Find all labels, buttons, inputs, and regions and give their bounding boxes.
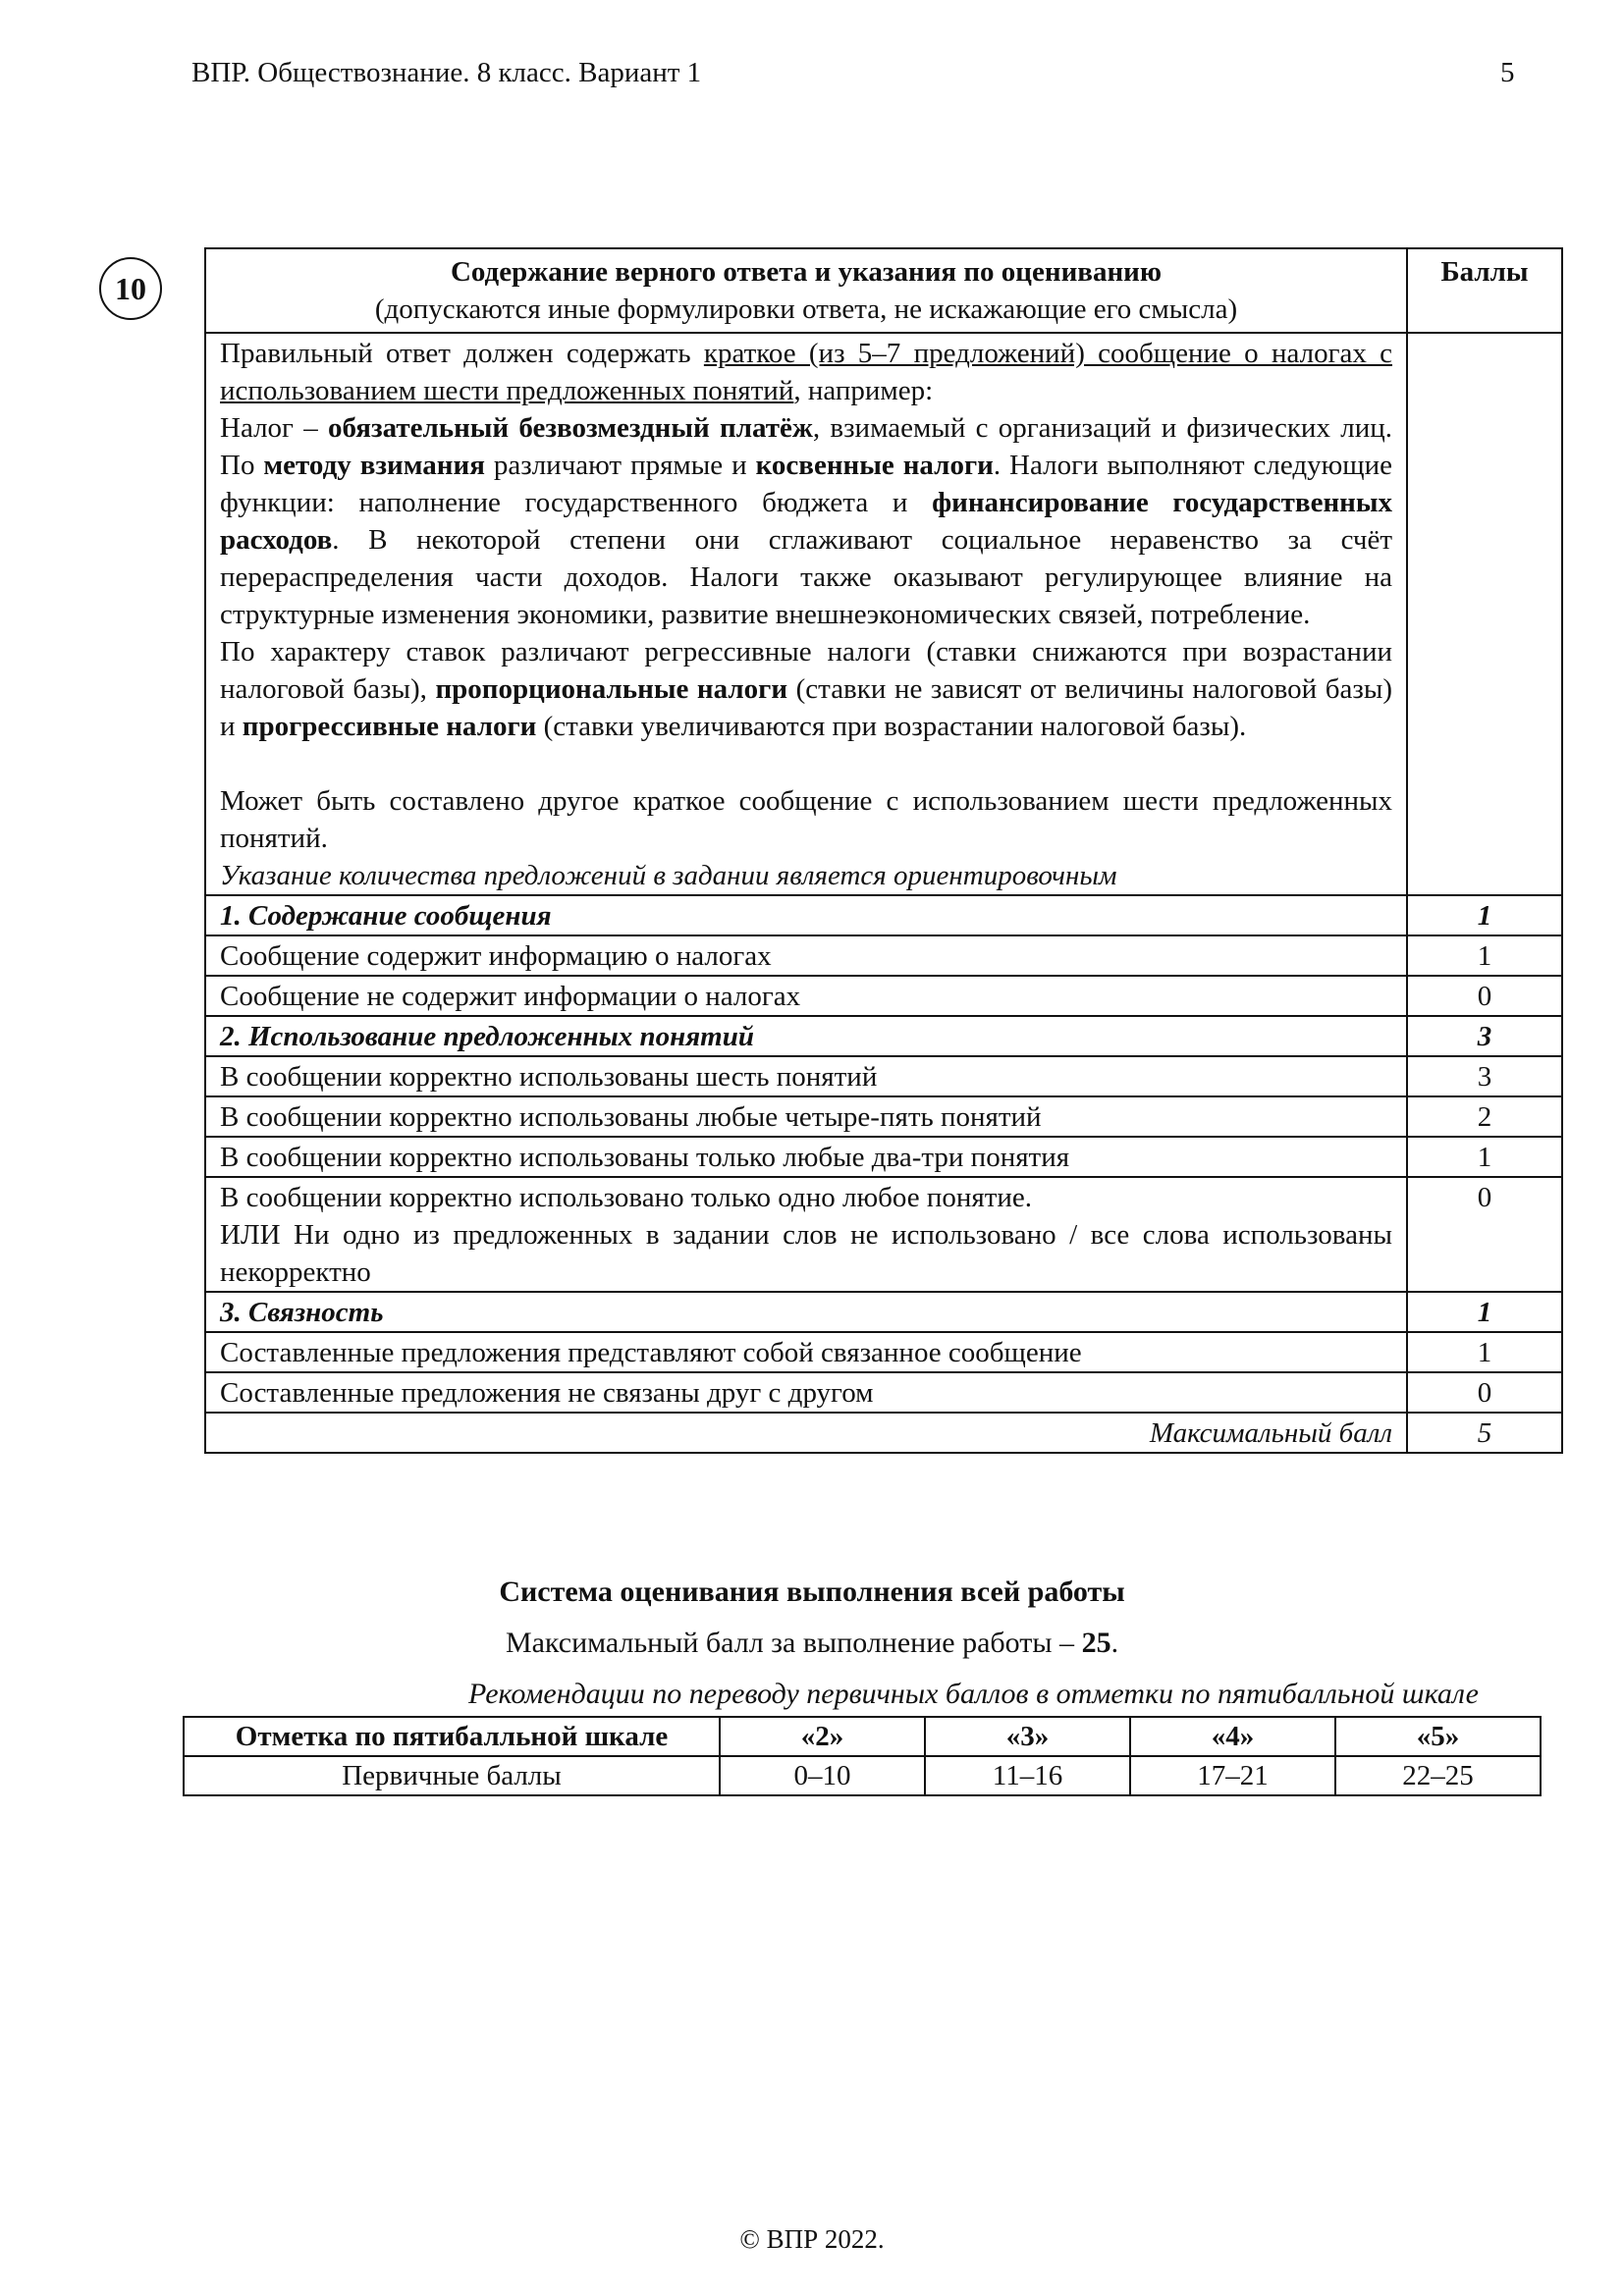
answer-intro-underlined: краткое (из 5–7 предложений) сообщение о налогах с использованием шести предложенных понятий [220, 338, 1393, 406]
criterion-points: 1 [1407, 1332, 1562, 1372]
criterion-points: 1 [1407, 935, 1562, 976]
answer-example-1 [220, 409, 1392, 633]
criterion-points: 3 [1407, 1056, 1562, 1096]
criterion-title: 2. Использование предложенных понятий [205, 1016, 1407, 1056]
criterion-row [205, 1372, 1562, 1413]
answer-intro [220, 335, 1392, 409]
max-score-value: 5 [1407, 1413, 1562, 1453]
key-term: косвенные налоги [755, 450, 994, 481]
score-row [184, 1756, 1541, 1795]
content-column-title: Содержание верного ответа и указания по оцениванию [450, 256, 1163, 288]
criterion-points: 0 [1407, 1177, 1562, 1292]
criterion-points: 1 [1407, 1137, 1562, 1177]
criterion-row [205, 976, 1562, 1016]
example-text: Налог – [220, 412, 328, 444]
system-max-value: 25 [1081, 1627, 1111, 1659]
system-max-score [0, 1627, 1624, 1660]
grade-row [184, 1717, 1541, 1756]
points-column-header: Баллы [1407, 248, 1562, 333]
table-header-row [205, 248, 1562, 333]
answer-intro-text: Правильный ответ должен содержать [220, 338, 704, 369]
answer-intro-end: , например: [793, 375, 934, 406]
criterion-max: 3 [1407, 1016, 1562, 1056]
criterion-text-line: ИЛИ Ни одно из предложенных в задании слов не использовано / все слова использованы некорректно [220, 1219, 1392, 1288]
criterion-max: 1 [1407, 1292, 1562, 1332]
criterion-header-row [205, 1016, 1562, 1056]
answer-alternative: Может быть составлено другое краткое сообщение с использованием шести предложенных понятий. [220, 785, 1392, 854]
system-max-text: Максимальный балл за выполнение работы – [505, 1627, 1082, 1659]
score-range-cell: 22–25 [1335, 1756, 1541, 1795]
criterion-row [205, 1056, 1562, 1096]
criterion-row [205, 1137, 1562, 1177]
answer-example-2 [220, 633, 1392, 745]
grade-cell: «5» [1335, 1717, 1541, 1756]
example-text: . В некоторой степени они сглаживают социальное неравенство за счёт перераспределения части доходов. Налоги также оказывают регулирующее влияние на структурные изменения экономики, развитие внешнеэкономических связей, потребление. [220, 524, 1392, 630]
grade-row-label: Отметка по пятибалльной шкале [184, 1717, 720, 1756]
answer-note: Указание количества предложений в задании является ориентировочным [220, 860, 1117, 891]
criterion-text: Сообщение не содержит информации о налогах [205, 976, 1407, 1016]
criterion-text: В сообщении корректно использованы шесть понятий [205, 1056, 1407, 1096]
page-header-title: ВПР. Обществознание. 8 класс. Вариант 1 [191, 57, 702, 88]
example-text: (ставки не зависят от величины налоговой базы) и [220, 673, 1393, 742]
criterion-text: В сообщении корректно использованы только любые два-три понятия [205, 1137, 1407, 1177]
system-recommendation: Рекомендации по переводу первичных баллов в отметки по пятибалльной шкале [467, 1678, 1479, 1710]
key-term: пропорциональные налоги [435, 673, 788, 705]
criterion-header-row [205, 895, 1562, 935]
criterion-row [205, 1332, 1562, 1372]
spacer [220, 745, 1392, 782]
score-range-cell: 11–16 [925, 1756, 1130, 1795]
task-number: 10 [115, 270, 146, 306]
criterion-title: 3. Связность [205, 1292, 1407, 1332]
key-term: методу взимания [263, 450, 485, 481]
key-term: прогрессивные налоги [242, 711, 537, 742]
criterion-row [205, 1096, 1562, 1137]
criterion-points: 0 [1407, 976, 1562, 1016]
score-row-label: Первичные баллы [184, 1756, 720, 1795]
footer-copyright: © ВПР 2022. [739, 2224, 885, 2254]
example-text: (ставки увеличиваются при возрастании налоговой базы). [536, 711, 1247, 742]
criterion-text: Составленные предложения представляют собой связанное сообщение [205, 1332, 1407, 1372]
max-score-label: Максимальный балл [205, 1413, 1407, 1453]
criterion-row [205, 935, 1562, 976]
task-number-badge [99, 257, 162, 320]
content-column-header [205, 248, 1407, 333]
criterion-text-line: В сообщении корректно использовано только одно любое понятие. [220, 1182, 1033, 1213]
score-range-cell: 0–10 [720, 1756, 925, 1795]
content-column-note: (допускаются иные формулировки ответа, не искажающие его смысла) [374, 294, 1238, 325]
grade-cell: «4» [1130, 1717, 1335, 1756]
criterion-title: 1. Содержание сообщения [205, 895, 1407, 935]
criterion-text: Составленные предложения не связаны друг с другом [205, 1372, 1407, 1413]
system-title: Система оценивания выполнения всей работы [499, 1575, 1125, 1608]
criterion-points: 2 [1407, 1096, 1562, 1137]
grade-scale-table [183, 1716, 1542, 1796]
criterion-text: Сообщение содержит информацию о налогах [205, 935, 1407, 976]
answer-row [205, 333, 1562, 895]
page-number: 5 [1500, 57, 1515, 88]
example-text: различают прямые и [484, 450, 756, 481]
criterion-text: В сообщении корректно использованы любые четыре-пять понятий [205, 1096, 1407, 1137]
max-score-row [205, 1413, 1562, 1453]
grade-cell: «3» [925, 1717, 1130, 1756]
system-max-end: . [1110, 1627, 1119, 1659]
criterion-text [205, 1177, 1407, 1292]
score-range-cell: 17–21 [1130, 1756, 1335, 1795]
grading-table [204, 247, 1563, 1454]
answer-points-cell [1407, 333, 1562, 895]
answer-content [205, 333, 1407, 895]
grade-cell: «2» [720, 1717, 925, 1756]
criterion-row [205, 1177, 1562, 1292]
example-text: По характеру ставок различают регрессивные налоги (ставки снижаются при возрастании налоговой базы), [220, 636, 1392, 705]
example-text: , взимаемый с организаций и физических лиц. По [220, 412, 1392, 481]
key-term: финансирование государственных расходов [220, 487, 1392, 556]
example-text: . Налоги выполняют следующие функции: наполнение государственного бюджета и [220, 450, 1393, 518]
criterion-header-row [205, 1292, 1562, 1332]
criterion-max: 1 [1407, 895, 1562, 935]
criterion-points: 0 [1407, 1372, 1562, 1413]
key-term: обязательный безвозмездный платёж [327, 412, 813, 444]
